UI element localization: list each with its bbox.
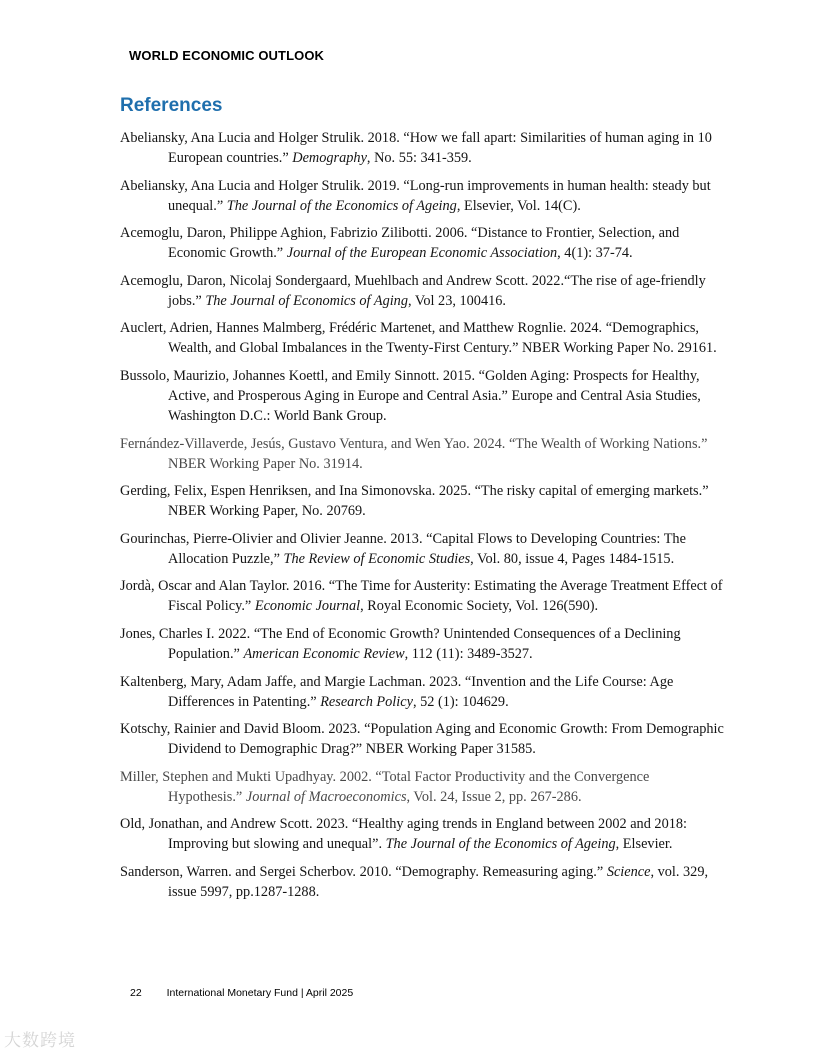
reference-details: , Elsevier. [615, 836, 673, 853]
reference-entry [120, 271, 724, 311]
reference-text: Jones, Charles I. 2022. “The End of Economic Growth? Unintended Consequences of a Declining Population.” [120, 625, 681, 662]
reference-text: Old, Jonathan, and Andrew Scott. 2023. “Healthy aging trends in England between 2002 and 2018: Improving but slowing and unequal”. [120, 816, 687, 853]
reference-details: , Vol 23, 100416. [407, 292, 506, 309]
reference-journal: Demography [292, 150, 367, 166]
reference-text: Bussolo, Maurizio, Johannes Koettl, and Emily Sinnott. 2015. “Golden Aging: Prospects for Healthy, Active, and Prosperous Aging in Europe and Central Asia.” Europe and Central Asia Studies, Washington D.C.: World Bank Group. [120, 367, 701, 424]
reference-text: Abeliansky, Ana Lucia and Holger Strulik. 2019. “Long-run improvements in human health: steady but unequal.” [120, 177, 711, 214]
reference-text: Auclert, Adrien, Hannes Malmberg, Frédéric Martenet, and Matthew Rognlie. 2024. “Demographics, Wealth, and Global Imbalances in the Twenty-First Century.” NBER Working Paper No. 29161. [120, 320, 717, 357]
watermark-logo: 大数跨境 [4, 1031, 76, 1051]
reference-entry [120, 719, 724, 759]
reference-text: Kaltenberg, Mary, Adam Jaffe, and Margie Lachman. 2023. “Invention and the Life Course: Age Differences in Patenting.” [120, 673, 674, 710]
reference-journal: American Economic Review [243, 645, 405, 662]
page-number: 22 [130, 987, 142, 999]
footer-text: International Monetary Fund | April 2025 [166, 987, 354, 999]
running-header: WORLD ECONOMIC OUTLOOK [129, 48, 325, 63]
page-footer [130, 987, 353, 999]
reference-entry [120, 128, 724, 168]
reference-text: Gerding, Felix, Espen Henriksen, and Ina Simonovska. 2025. “The risky capital of emerging markets.” NBER Working Paper, No. 20769. [120, 483, 709, 520]
reference-text: Miller, Stephen and Mukti Upadhyay. 2002. “Total Factor Productivity and the Convergence Hypothesis.” [120, 768, 650, 805]
reference-entry [120, 366, 724, 426]
reference-details: , 52 (1): 104629. [412, 693, 509, 710]
reference-details: , 112 (11): 3489-3527. [404, 645, 533, 662]
reference-text: Jordà, Oscar and Alan Taylor. 2016. “The Time for Austerity: Estimating the Average Treatment Effect of Fiscal Policy.” [120, 578, 723, 615]
reference-journal: Science [606, 863, 651, 880]
reference-entry [120, 176, 724, 216]
reference-journal: The Journal of the Economics of Ageing [226, 197, 457, 214]
reference-details: , vol. 329, issue 5997, pp.1287-1288. [168, 863, 709, 900]
reference-details: , Elsevier, Vol. 14(C). [456, 197, 581, 214]
reference-journal: Journal of Macroeconomics [245, 788, 407, 805]
reference-entry [120, 624, 724, 664]
reference-details: , Vol. 80, issue 4, Pages 1484-1515. [470, 550, 675, 567]
reference-journal: Research Policy [320, 693, 413, 710]
reference-journal: Economic Journal [254, 598, 361, 615]
reference-entry [120, 434, 724, 474]
reference-text: Fernández-Villaverde, Jesús, Gustavo Ventura, and Wen Yao. 2024. “The Wealth of Working Nations.” NBER Working Paper No. 31914. [120, 435, 708, 472]
reference-entry [120, 767, 724, 807]
reference-details: , 4(1): 37-74. [557, 245, 633, 262]
section-title: References [120, 95, 223, 116]
reference-journal: The Review of Economic Studies [283, 550, 471, 567]
reference-entry [120, 481, 724, 521]
reference-journal: Journal of the European Economic Association [286, 245, 558, 262]
reference-text: Acemoglu, Daron, Philippe Aghion, Fabrizio Zilibotti. 2006. “Distance to Frontier, Selection, and Economic Growth.” [120, 225, 680, 262]
reference-details: , Royal Economic Society, Vol. 126(590). [360, 598, 599, 615]
reference-list [120, 128, 724, 910]
reference-entry [120, 529, 724, 569]
reference-text: Gourinchas, Pierre-Olivier and Olivier Jeanne. 2013. “Capital Flows to Developing Countries: The Allocation Puzzle,” [120, 530, 686, 567]
reference-journal: The Journal of Economics of Aging [205, 292, 408, 309]
reference-text: Kotschy, Rainier and David Bloom. 2023. “Population Aging and Economic Growth: From Demographic Dividend to Demographic Drag?” NBER Working Paper 31585. [120, 721, 724, 758]
reference-text: Abeliansky, Ana Lucia and Holger Strulik. 2018. “How we fall apart: Similarities of human aging in 10 European countries.” [120, 130, 712, 166]
reference-text: Acemoglu, Daron, Nicolaj Sondergaard, Muehlbach and Andrew Scott. 2022.“The rise of age-friendly jobs.” [120, 272, 706, 309]
reference-entry [120, 814, 724, 854]
reference-journal: The Journal of the Economics of Ageing [385, 836, 616, 853]
reference-details: , No. 55: 341-359. [366, 150, 472, 166]
reference-details: , Vol. 24, Issue 2, pp. 267-286. [406, 788, 582, 805]
reference-entry [120, 223, 724, 263]
reference-entry [120, 862, 724, 902]
reference-entry [120, 318, 724, 358]
reference-text: Sanderson, Warren. and Sergei Scherbov. 2010. “Demography. Remeasuring aging.” [120, 863, 607, 880]
reference-entry [120, 672, 724, 712]
reference-entry [120, 576, 724, 616]
